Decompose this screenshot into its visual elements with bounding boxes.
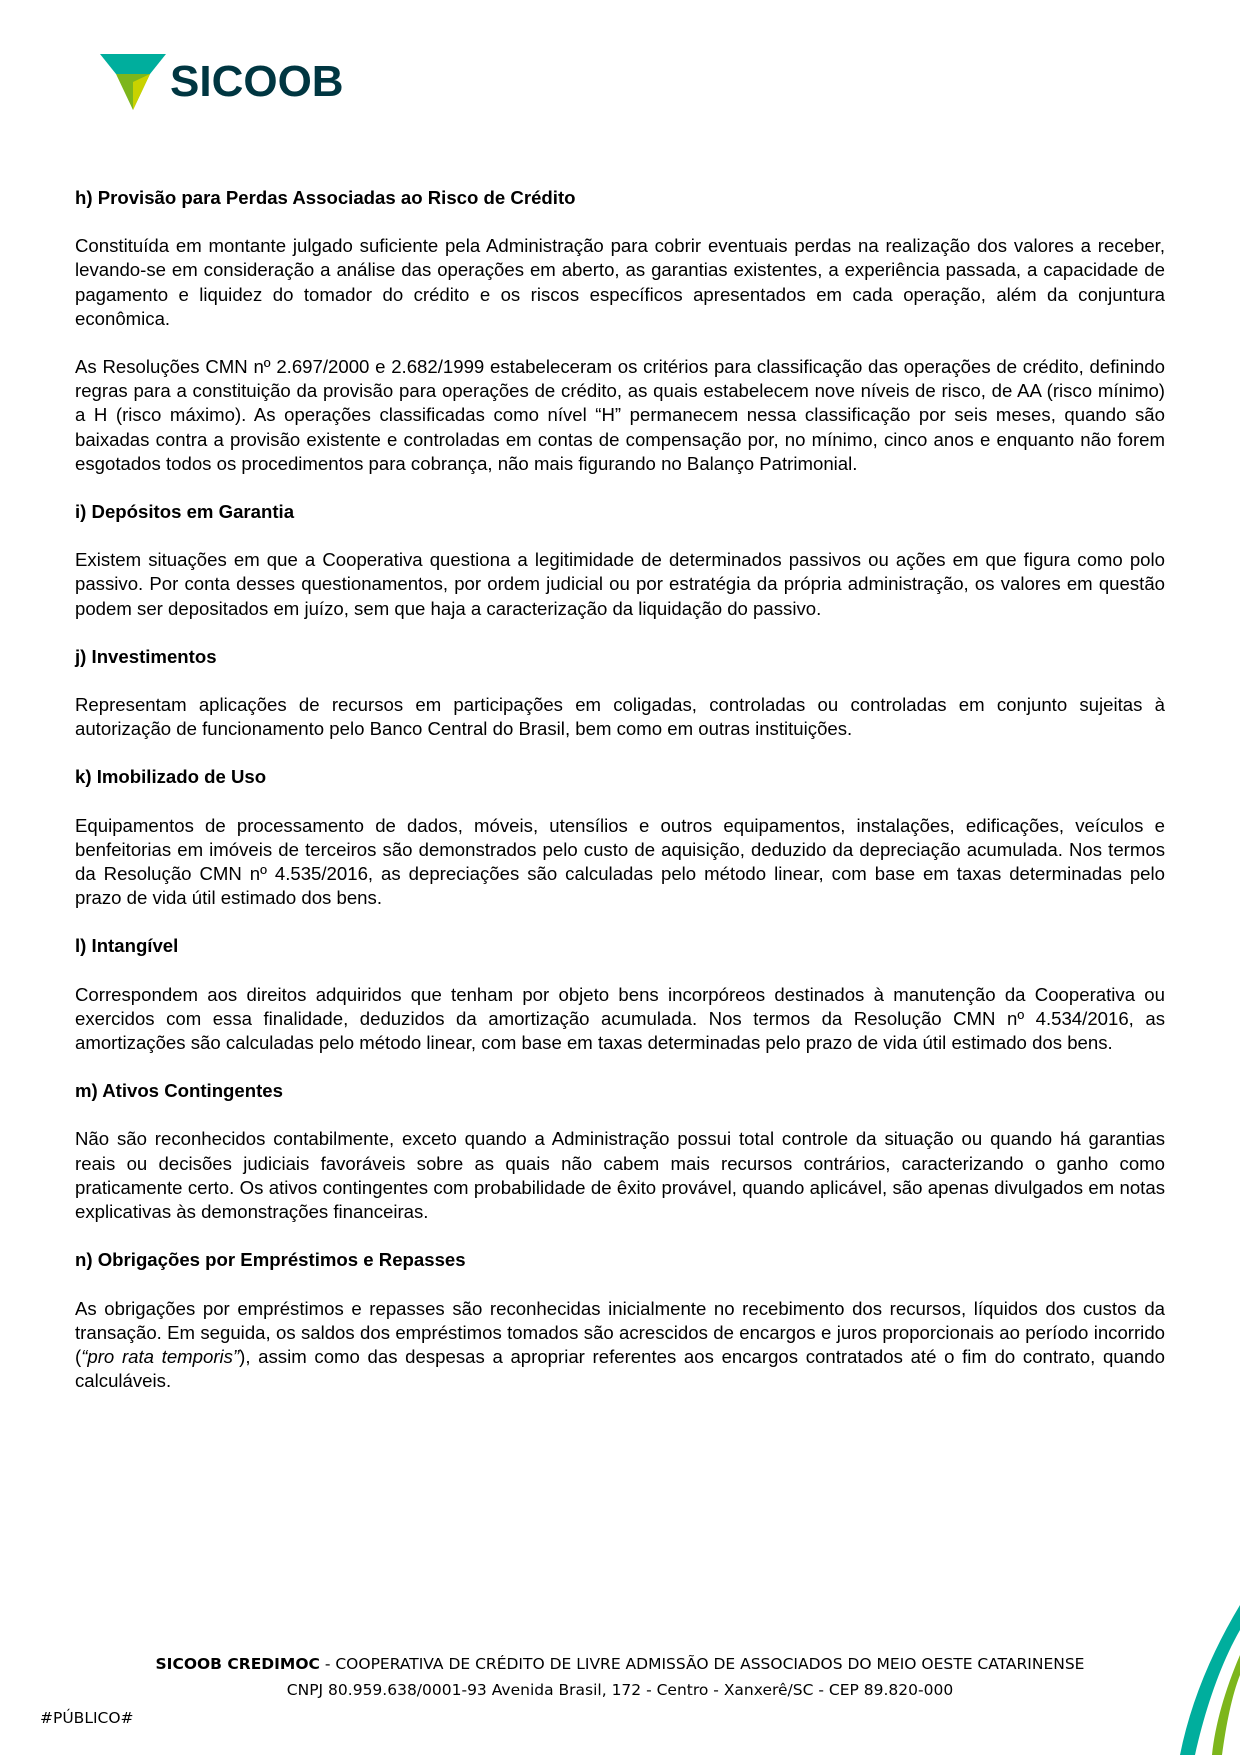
document-body (75, 186, 1165, 1417)
section-paragraph: Representam aplicações de recursos em participações em coligadas, controladas ou controladas em conjunto sujeitas à autorização de funcionamento pelo Banco Central do Brasil, bem como em outras instituições. (75, 694, 1165, 740)
sicoob-logo (98, 52, 344, 112)
section-title: i) Depósitos em Garantia (75, 501, 295, 523)
logo-text: SICOOB (170, 57, 344, 106)
paragraph-text: ), assim como das despesas a apropriar referentes aos encargos contratados até o fim do contrato, quando calculáveis. (75, 1345, 1165, 1392)
sections-container (75, 186, 1165, 1224)
corner-swoosh-icon (1120, 1595, 1240, 1755)
sicoob-logo-mark-icon (98, 52, 168, 112)
section-paragraph: Existem situações em que a Cooperativa questiona a legitimidade de determinados passivos ou ações em que figura como polo passivo. Por conta desses questionamentos, por ordem judicial ou por estratégia da própria administração, os valores em questão podem ser depositados em juízo, sem que haja a caracterização da liquidação do passivo. (75, 549, 1165, 619)
section (75, 934, 1165, 1055)
section (75, 500, 1165, 621)
section-paragraph (75, 1297, 1165, 1394)
section (75, 765, 1165, 910)
section-obrigacoes (75, 1248, 1165, 1393)
footer-org-name: SICOOB CREDIMOC (155, 1655, 320, 1673)
section (75, 1079, 1165, 1224)
classification-label: #PÚBLICO# (40, 1709, 134, 1727)
section-title: h) Provisão para Perdas Associadas ao Risco de Crédito (75, 187, 576, 208)
section-title: n) Obrigações por Empréstimos e Repasses (75, 1249, 466, 1271)
section-paragraph: Equipamentos de processamento de dados, móveis, utensílios e outros equipamentos, instalações, edificações, veículos e benfeitorias em imóveis de terceiros são demonstrados pelo custo de aquisição, deduzido da depreciação acumulada. Nos termos da Resolução CMN nº 4.535/2016, as depreciações são calculadas pelo método linear, com base em taxas determinadas pelo prazo de vida útil estimado dos bens. (75, 814, 1165, 909)
paragraph-text: As obrigações por empréstimos e repasses são reconhecidas inicialmente no recebimento dos recursos, líquidos dos custos da transação. Em seguida, os saldos dos empréstimos tomados são acrescidos de encargos e juros proporcionais ao período incorrido ( (75, 1297, 1165, 1367)
section-title: k) Imobilizado de Uso (75, 766, 267, 788)
section-title: m) Ativos Contingentes (75, 1080, 283, 1102)
footer-org-desc: - COOPERATIVA DE CRÉDITO DE LIVRE ADMISSÃO DE ASSOCIADOS DO MEIO OESTE CATARINENSE (319, 1655, 1085, 1673)
footer-address: CNPJ 80.959.638/0001-93 Avenida Brasil, 172 - Centro - Xanxerê/SC - CEP 89.820-000 (286, 1681, 954, 1699)
section-paragraph: Constituída em montante julgado suficiente pela Administração para cobrir eventuais perdas na realização dos valores a receber, levando-se em consideração a análise das operações em aberto, as garantias existentes, a experiência passada, a capacidade de pagamento e liquidez do tomador do crédito e os riscos específicos apresentados em cada operação, além da conjuntura econômica. (75, 235, 1165, 329)
section-title: j) Investimentos (75, 645, 217, 667)
footer (0, 1651, 1240, 1703)
section-paragraph: Correspondem aos direitos adquiridos que tenham por objeto bens incorpóreos destinados à manutenção da Cooperativa ou exercidos com essa finalidade, deduzidos da amortização acumulada. Nos termos da Resolução CMN nº 4.534/2016, as amortizações são calculadas pelo método linear, com base em taxas determinadas pelo prazo de vida útil estimado dos bens. (75, 983, 1165, 1054)
section-title: l) Intangível (75, 935, 179, 957)
section (75, 645, 1165, 742)
section (75, 186, 1165, 476)
footer-org-line (0, 1651, 1240, 1677)
paragraph-italic-text: “pro rata temporis” (81, 1345, 240, 1367)
section-paragraph: Não são reconhecidos contabilmente, exceto quando a Administração possui total controle da situação ou quando há garantias reais ou decisões judiciais favoráveis sobre as quais não cabem mais recursos contrários, caracterizando o ganho como praticamente certo. Os ativos contingentes com probabilidade de êxito provável, quando aplicável, são apenas divulgados em notas explicativas às demonstrações financeiras. (75, 1128, 1165, 1223)
section-paragraph: As Resoluções CMN nº 2.697/2000 e 2.682/1999 estabeleceram os critérios para classificação das operações de crédito, definindo regras para a constituição da provisão para operações de crédito, as quais estabelecem nove níveis de risco, de AA (risco mínimo) a H (risco máximo). As operações classificadas como nível “H” permanecem nessa classificação por seis meses, quando são baixadas contra a provisão existente e controladas em contas de compensação por, no mínimo, cinco anos e enquanto não forem esgotados todos os procedimentos para cobrança, não mais figurando no Balanço Patrimonial. (75, 356, 1165, 474)
